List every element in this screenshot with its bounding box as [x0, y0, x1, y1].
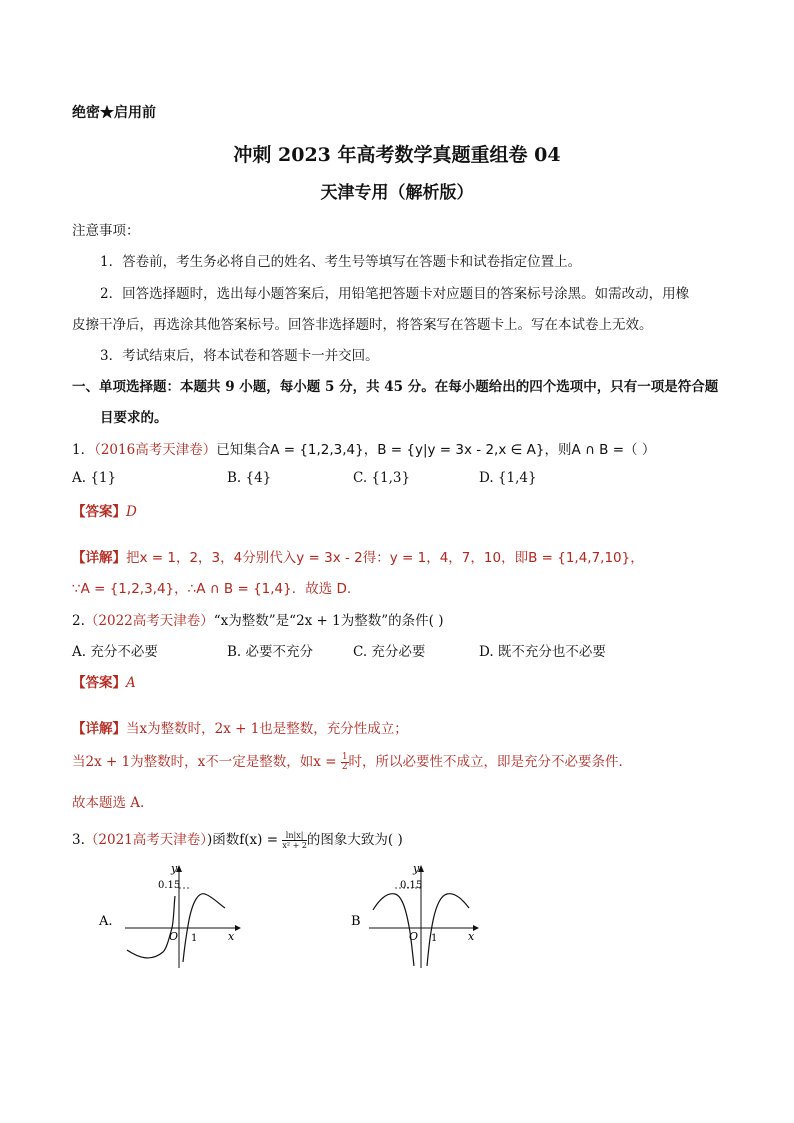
q2-option-b: B. 必要不充分 — [227, 644, 314, 660]
y-label: y — [413, 862, 420, 875]
question-number: 1． — [72, 442, 95, 458]
page-title: 冲刺 2023 年高考数学真题重组卷 04 — [233, 144, 561, 166]
answer-label: 【答案】 — [72, 675, 126, 691]
question-source: （2021高考天津卷） — [84, 832, 207, 848]
q1-option-d: D. {1,4} — [479, 470, 537, 486]
q2-answer — [72, 671, 136, 691]
q2-option-d: D. 既不充分也不必要 — [479, 644, 606, 660]
section-heading-line1: 一、单项选择题：本题共 9 小题，每小题 5 分，共 45 分。在每小题给出的四个选项中，只有一项是符合题 — [72, 379, 719, 395]
ymax-label: 0.15 — [400, 880, 423, 891]
notes-item-2a: 2．回答选择题时，选出每小题答案后，用铅笔把答题卡对应题目的答案标号涂黑。如需改动，用橡 — [100, 286, 690, 302]
question-1 — [72, 438, 655, 458]
fraction-numerator: ln|x| — [282, 831, 307, 841]
secret-level: 绝密★启用前 — [72, 105, 156, 121]
q1-detail-line1 — [72, 546, 644, 566]
question-stem-a: )函数f(x) = — [207, 832, 279, 848]
question-stem: “x为整数”是“2x + 1为整数”的条件( ) — [213, 613, 444, 629]
notes-item-2b: 皮擦干净后，再选涂其他答案标号。回答非选择题时，将答案写在答题卡上。写在本试卷上无效。 — [72, 317, 653, 333]
notes-item-3: 3．考试结束后，将本试卷和答题卡一并交回。 — [100, 348, 379, 364]
q2-option-a: A. 充分不必要 — [72, 644, 158, 660]
detail-text-a: 当2x + 1为整数时，x不一定是整数，如x = — [72, 754, 337, 770]
x-label: x — [228, 930, 235, 943]
detail-label: 【详解】 — [72, 550, 126, 566]
detail-text: 把x = 1，2，3，4分别代入y = 3x - 2得：y = 1，4，7，10，即B = {1,4,7,10}， — [126, 550, 644, 566]
graph-a-curve-left — [127, 896, 175, 958]
origin-label: O — [169, 930, 179, 943]
question-number: 2. — [72, 613, 85, 629]
answer-value: D — [126, 504, 137, 520]
detail-text-b: 时，所以必要性不成立，即是充分不必要条件． — [348, 754, 633, 770]
question-3 — [72, 828, 403, 850]
one-label: 1 — [431, 933, 438, 944]
function-fraction — [282, 831, 307, 850]
one-label: 1 — [191, 933, 198, 944]
q2-detail-line1 — [72, 717, 408, 737]
q2-option-c: C. 充分必要 — [353, 644, 426, 660]
question-stem: 已知集合A = {1,2,3,4}，B = {y|y = 3x - 2,x ∈ A}，则A ∩ B =（ ） — [216, 442, 656, 458]
q1-answer — [72, 500, 137, 520]
answer-label: 【答案】 — [72, 504, 126, 520]
fraction-denominator: 2 — [341, 762, 348, 772]
graph-b-curve-left — [373, 894, 414, 966]
fraction-one-half — [341, 753, 349, 772]
question-number: 3. — [72, 832, 85, 848]
detail-label: 【详解】 — [72, 721, 126, 737]
question-stem-b: 的图象大致为( ) — [306, 832, 403, 848]
section-heading-line2: 目要求的。 — [100, 410, 168, 426]
y-label: y — [171, 862, 178, 875]
question-source: （2022高考天津卷） — [84, 613, 214, 629]
question-source: （2016高考天津卷） — [94, 442, 217, 458]
notes-item-1: 1．答卷前，考生务必将自己的姓名、考生号等填写在答题卡和试卷指定位置上。 — [100, 254, 582, 270]
fraction-numerator: 1 — [341, 752, 348, 762]
q2-detail-line3: 故本题选 A. — [72, 795, 145, 811]
answer-value: A — [126, 675, 136, 691]
origin-label: O — [409, 930, 419, 943]
x-axis-arrow — [235, 925, 241, 931]
graph-b-label: B — [351, 914, 361, 929]
graph-option-b — [345, 862, 505, 974]
graph-a-label: A. — [99, 914, 113, 929]
q1-option-b: B. {4} — [227, 470, 272, 486]
graph-b-curve-right — [427, 894, 469, 966]
x-label: x — [468, 930, 475, 943]
q1-detail-line2: ∵A = {1,2,3,4}，∴A ∩ B = {1,4}．故选 D. — [72, 581, 352, 597]
page-subtitle: 天津专用（解析版） — [320, 183, 474, 203]
ymax-label: 0.15 — [158, 880, 181, 891]
q1-option-a: A. {1} — [72, 470, 117, 486]
fraction-denominator: x² + 2 — [282, 841, 307, 850]
graph-option-a — [95, 862, 255, 974]
notes-heading: 注意事项： — [72, 223, 140, 239]
question-2 — [72, 609, 443, 629]
q1-option-c: C. {1,3} — [353, 470, 411, 486]
detail-text: 当x为整数时，2x + 1也是整数，充分性成立； — [126, 721, 408, 737]
q2-detail-line2 — [72, 750, 632, 772]
